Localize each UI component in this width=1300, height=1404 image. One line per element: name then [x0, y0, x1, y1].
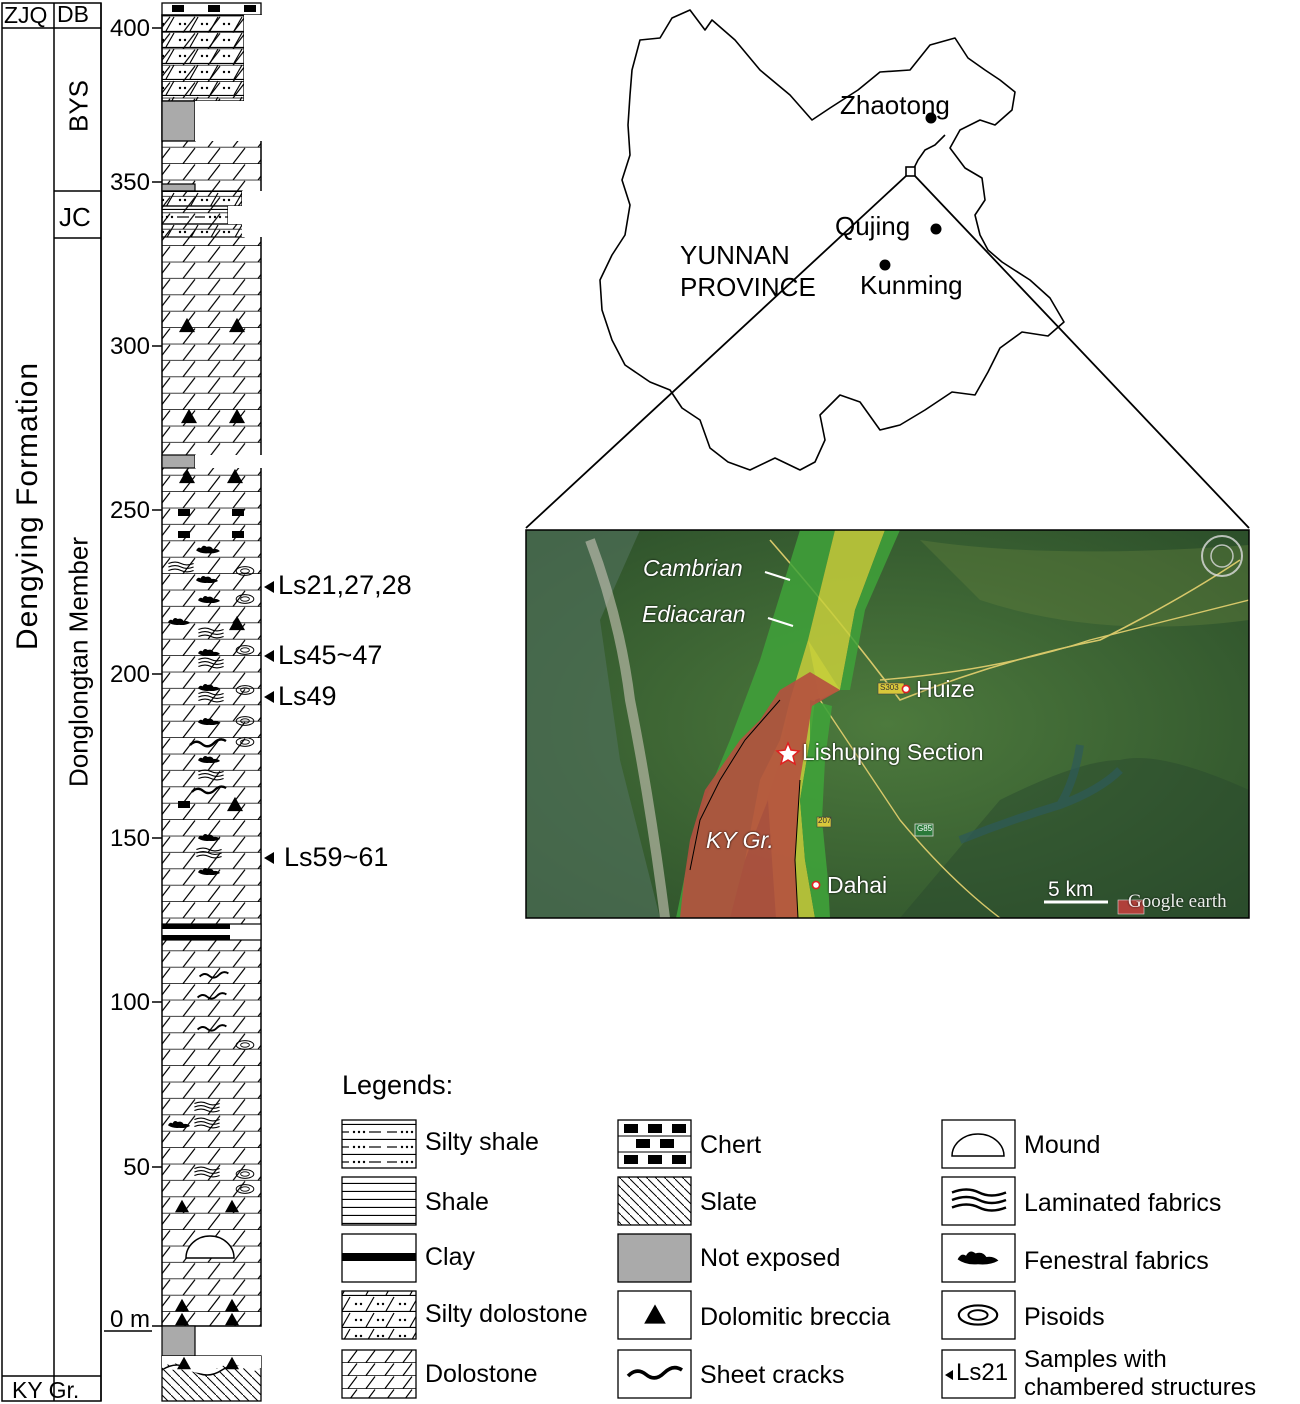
member-label: Donglongtan Member [63, 536, 94, 788]
tick-150: 150 [109, 825, 150, 852]
legend-label-silty-shale: Silty shale [425, 1128, 539, 1156]
sample-ls21-27-28: Ls21,27,28 [278, 570, 412, 600]
sample-arrow [264, 852, 274, 864]
legend-label-samples-1: Samples with [1024, 1346, 1167, 1373]
unit-zjq: ZJQ [4, 2, 48, 28]
legend-label-silty-dolostone: Silty dolostone [425, 1300, 588, 1328]
sample-ls45-47: Ls45~47 [278, 640, 383, 670]
sample-arrow [264, 581, 274, 593]
yunnan-outline [600, 10, 1064, 470]
legend-label-shale: Shale [425, 1188, 489, 1216]
unit-ky: KY Gr. [12, 1377, 80, 1403]
unit-bys: BYS [63, 79, 94, 133]
qujing-dot [931, 224, 942, 235]
silty-shale-jc [162, 206, 228, 224]
label-lishuping: Lishuping Section [802, 739, 984, 765]
legend-label-breccia: Dolomitic breccia [700, 1303, 891, 1331]
silty-dolostone-jc [162, 191, 242, 206]
legend-box-slate [618, 1177, 691, 1225]
label-huize: Huize [916, 676, 975, 702]
legend-label-dolostone: Dolostone [425, 1360, 538, 1388]
huize-marker [902, 685, 909, 692]
tick-250: 250 [109, 497, 150, 524]
road-sign-s303: S303 [880, 683, 899, 692]
tick-100: 100 [109, 989, 150, 1016]
tick-200: 200 [109, 661, 150, 688]
formation-label: Dengying Formation [11, 361, 44, 651]
legend-sample-marker-text: Ls21 [956, 1359, 1009, 1386]
legend-label-pisoids: Pisoids [1024, 1303, 1105, 1331]
tick-50: 50 [123, 1154, 150, 1181]
legend-label-slate: Slate [700, 1188, 757, 1216]
sample-ls49: Ls49 [278, 681, 337, 711]
legend-box-silty-shale [342, 1120, 416, 1168]
not-exposed-bys [162, 101, 195, 141]
legend-box-shale [342, 1177, 416, 1225]
sample-ls59-61: Ls59~61 [284, 842, 389, 872]
legend-label-mound: Mound [1024, 1131, 1101, 1159]
google-earth-watermark: Google earth [1128, 891, 1227, 912]
study-area-marker [906, 167, 915, 176]
legend-label-sheet-cracks: Sheet cracks [700, 1361, 845, 1389]
unit-db: DB [57, 1, 89, 27]
not-exposed-255 [162, 455, 195, 468]
sample-arrow [264, 650, 274, 662]
road-sign-207: 207 [818, 816, 832, 825]
legend-box-silty-dolostone [342, 1291, 416, 1339]
legend-label-not-exposed: Not exposed [700, 1244, 841, 1272]
tick-0: 0 m [109, 1306, 150, 1333]
legend-label-fenestral: Fenestral fabrics [1024, 1247, 1209, 1275]
city-kunming: Kunming [860, 270, 963, 300]
city-qujing: Qujing [835, 211, 911, 241]
satellite-image [526, 530, 1249, 918]
province-label-1: YUNNAN [680, 240, 790, 270]
legend-box-pisoids [942, 1291, 1015, 1339]
label-dahai: Dahai [827, 872, 888, 898]
legend-label-chert: Chert [700, 1131, 762, 1159]
scale-label: 5 km [1048, 878, 1094, 901]
tick-400: 400 [109, 15, 150, 42]
not-exposed-base [162, 1326, 195, 1356]
legend-label-samples-2: chambered structures [1024, 1374, 1257, 1401]
legend-box-dolostone [342, 1350, 416, 1398]
label-ky-gr: KY Gr. [706, 827, 774, 853]
legend-label-laminated: Laminated fabrics [1024, 1189, 1222, 1217]
sample-arrow [264, 691, 274, 703]
legend-label-clay: Clay [425, 1243, 476, 1271]
dahai-marker [812, 881, 819, 888]
city-zhaotong: Zhaotong [840, 90, 950, 120]
unit-jc: JC [59, 202, 91, 232]
tick-350: 350 [109, 169, 150, 196]
road-sign-g85: G85 [917, 824, 933, 833]
legend-title: Legends: [342, 1070, 454, 1100]
label-cambrian: Cambrian [643, 555, 743, 581]
label-ediacaran: Ediacaran [642, 601, 746, 627]
tick-300: 300 [109, 333, 150, 360]
sample-arrows [264, 581, 274, 864]
province-label-2: PROVINCE [680, 272, 816, 302]
silty-dolostone-bys [162, 15, 244, 101]
kunming-dot [880, 260, 891, 271]
legend-box-not-exposed [618, 1234, 691, 1282]
